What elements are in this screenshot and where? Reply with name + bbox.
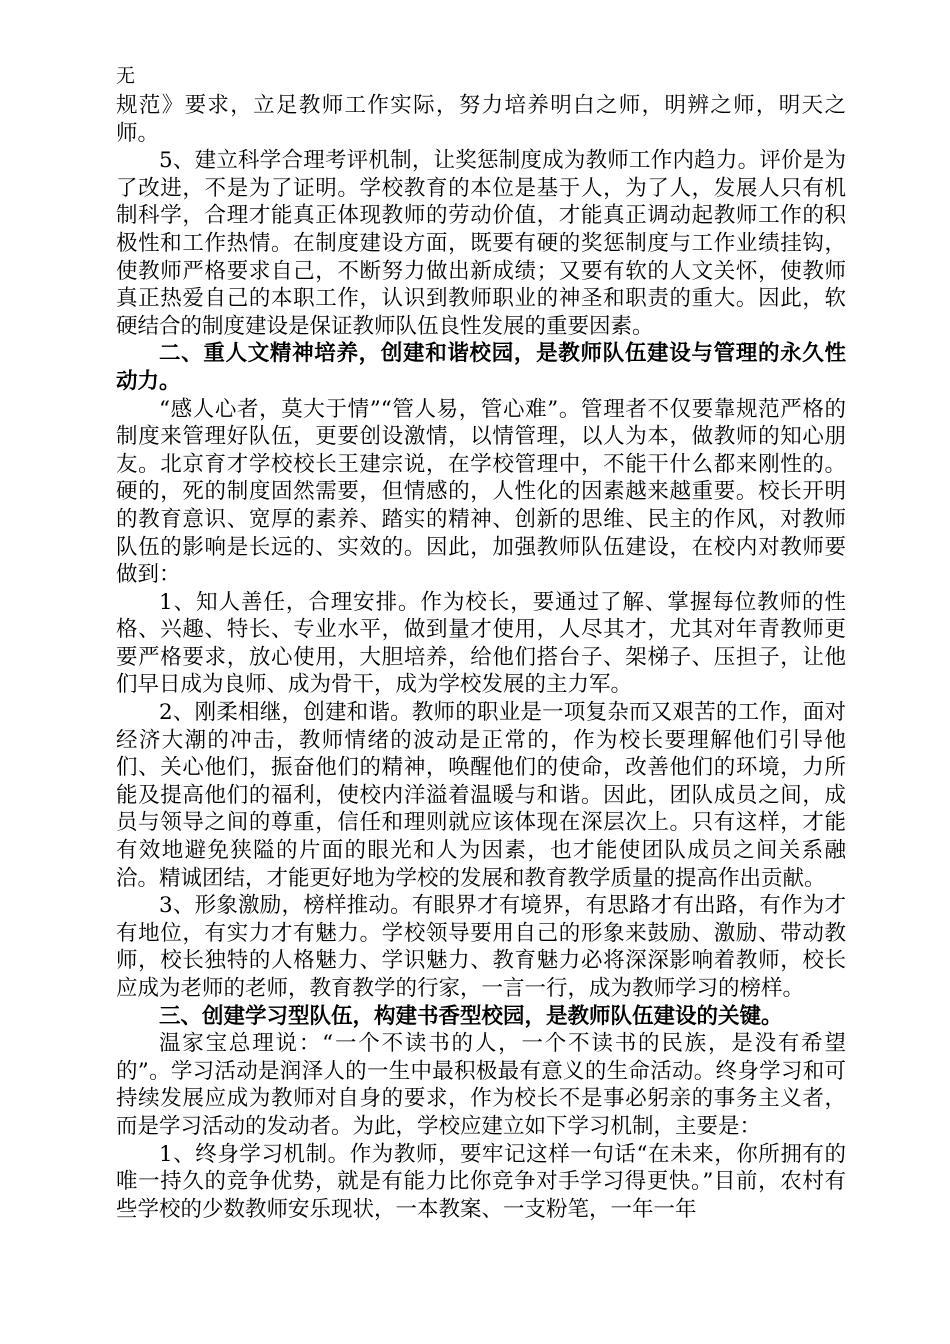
section-heading: 二、重人文精神培养，创建和谐校园，是教师队伍建设与管理的永久性动力。 (116, 341, 846, 394)
section-heading: 三、创建学习型队伍，构建书香型校园，是教师队伍建设的关键。 (159, 1003, 783, 1029)
paragraph: 5、建立科学合理考评机制，让奖惩制度成为教师工作内趋力。评价是为了改进，不是为了证明。学校教育的本位是基于人，为了人，发展人只有机制科学，合理才能真正体现教师的劳动价值，才能真正调动起教师工作的积极性和工作热情。在制度建设方面，既要有硬的奖惩制度与工作业绩挂钩，使教师严格要求自己，不断努力做出新成绩；又要有软的人文关怀，使教师真正热爱自己的本职工作，认识到教师职业的神圣和职责的重大。因此，软硬结合的制度建设是保证教师队伍良性发展的重要因素。 (116, 148, 846, 339)
paragraph: 2、刚柔相继，创建和谐。教师的职业是一项复杂而又艰苦的工作，面对经济大潮的冲击，教师情绪的波动是正常的，作为校长要理解他们引导他们、关心他们，振奋他们的精神，唤醒他们的使命，改善他们的环境，力所能及提高他们的福利，使校内洋溢着温暖与和谐。因此，团队成员之间，成员与领导之间的尊重，信任和理则就应该体现在深层次上。只有这样，才能有效地避免狭隘的片面的眼光和人为因素，也才能使团队成员之间关系融洽。精诚团结，才能更好地为学校的发展和教育教学质量的提高作出贡献。 (116, 700, 846, 891)
paragraph: 3、形象激励，榜样推动。有眼界才有境界，有思路才有出路，有作为才有地位，有实力才有魅力。学校领导要用自己的形象来鼓励、激励、带动教师，校长独特的人格魅力、学识魅力、教育魅力必将深深影响着教师，校长应成为老师的老师，教育教学的行家，一言一行，成为教师学习的榜样。 (116, 893, 846, 1001)
paragraph: 1、知人善任，合理安排。作为校长，要通过了解、掌握每位教师的性格、兴趣、特长、专业水平，做到量才使用，人尽其才，尤其对年青教师更要严格要求，放心使用，大胆培养，给他们搭台子、架梯子、压担子，让他们早日成为良师、成为骨干，成为学校发展的主力军。 (116, 589, 846, 698)
paragraph: 温家宝总理说：“一个不读书的人，一个不读书的民族，是没有希望的”。学习活动是润泽人的一生中最积极最有意义的生命活动。终身学习和可持续发展应成为教师对自身的要求，作为校长不是事必躬亲的事务主义者，而是学习活动的发动者。为此，学校应建立如下学习机制，主要是： (116, 1031, 846, 1139)
paragraph: 规范》要求，立足教师工作实际，努力培养明白之师，明辨之师，明天之师。 (116, 93, 846, 146)
document-body (116, 92, 846, 1223)
page-header: 无 (116, 65, 136, 87)
paragraph: “感人心者，莫大于情”“管人易，管心难”。管理者不仅要靠规范严格的制度来管理好队伍，更要创设激情，以情管理，以人为本，做教师的知心朋友。北京育才学校校长王建宗说，在学校管理中，不能干什么都来刚性的。硬的，死的制度固然需要，但情感的，人性化的因素越来越重要。校长开明的教育意识、宽厚的素养、踏实的精神、创新的思维、民主的作风，对教师队伍的影响是长远的、实效的。因此，加强教师队伍建设，在校内对教师要做到： (116, 396, 846, 588)
document-page (116, 62, 846, 1223)
paragraph: 1、终身学习机制。作为教师，要牢记这样一句话“在未来，你所拥有的唯一持久的竞争优势，就是有能力比你竞争对手学习得更快。”目前，农村有些学校的少数教师安乐现状，一本教案、一支粉笔，一年一年 (116, 1141, 846, 1222)
